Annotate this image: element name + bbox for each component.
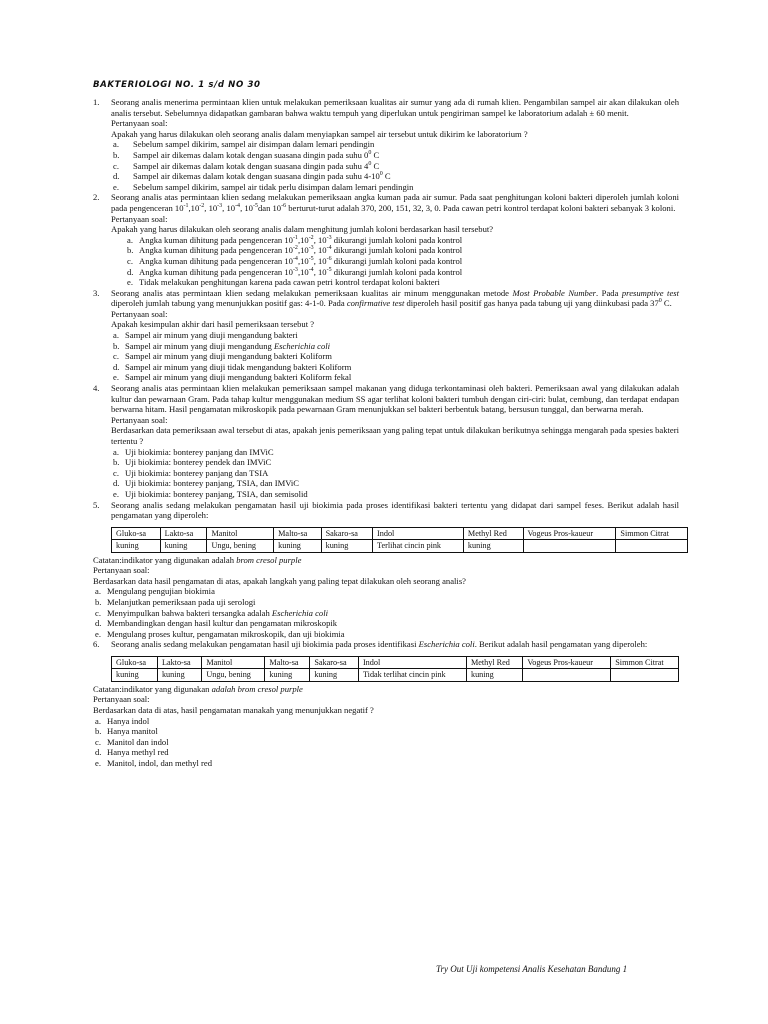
option-b (93, 726, 679, 737)
table-header: Lakto-sa (160, 527, 207, 539)
superscript: 0 (658, 298, 662, 305)
table-cell: Tidak terlihat cincin pink (358, 669, 466, 681)
table-header: Vogeus Pros-kaueur (523, 527, 616, 539)
question-prompt: Apakah yang harus dilakukan oleh seorang analis dalam menyiapkan sampel air tersebut untuk dikirim ke laboratorium ? (111, 128, 528, 139)
option-text: Sebelum sampel dikirim, sampel air tidak perlu disimpan dalam lemari pendingin (133, 181, 414, 192)
option-letter: d. (113, 171, 120, 182)
option-unit: C (382, 171, 391, 182)
text-segment: Angka kuman dihitung pada pengenceran 10 (139, 266, 293, 277)
option-text: Sebelum sampel dikirim, sampel air disimpan dalam lemari pendingin (133, 139, 375, 150)
table-cell: kuning (274, 540, 321, 552)
italic-term: Escherichia coli (271, 607, 328, 618)
text-segment: ,10 (297, 255, 309, 266)
table-cell: kuning (321, 540, 372, 552)
table-header: Methyl Red (466, 656, 522, 668)
text-segment: ,10 (188, 202, 200, 213)
option-text: Sampel air minum yang diuji mengandung bakteri Koliform fekal (125, 372, 352, 383)
text-segment: , 10 (313, 255, 327, 266)
option-b (111, 457, 679, 468)
text-segment: Angka kuman dihitung pada pengenceran 10 (139, 234, 293, 245)
question-text: Seorang analis menerima permintaan klien untuk melakukan pemeriksaan kualitas air sumur yang ada di rumah klien. Pengambilan sampel air akan dilakukan oleh analis tersebut. Sebelumnya didapatkan gambaran bahwa waktu tempuh yang diperlukan untuk pengiriman sampel ke laboratorium adalah ± 60 menit. (111, 97, 679, 118)
table-cell: kuning (463, 540, 523, 552)
option-text: Sampel air dikemas dalam kotak dengan suasana dingin pada suhu 0 (133, 149, 369, 160)
question-prompt: Berdasarkan data hasil pengamatan di atas, apakah langkah yang paling tepat dilakukan oleh seorang analis? (93, 575, 466, 586)
option-a (111, 139, 679, 150)
table-cell: kuning (310, 669, 359, 681)
text-segment: , 10 (313, 234, 327, 245)
text-segment: ,10 (297, 266, 309, 277)
superscript: -6 (281, 203, 287, 210)
option-a (111, 447, 679, 458)
option-text: Sampel air dikemas dalam kotak dengan suasana dingin pada suhu 4 (133, 160, 369, 171)
option-d (111, 478, 679, 489)
question-text: Seorang analis sedang melakukan pengamatan hasil uji biokimia pada proses identifikasi bakteri tertentu yang didapat dari sampel feses. Berikut adalah hasil pengamatan yang diperoleh: (111, 499, 679, 521)
option-e (93, 629, 679, 640)
option-text: Hanya manitol (107, 726, 158, 737)
document-title: BAKTERIOLOGI NO. 1 s/d NO 30 (93, 80, 261, 90)
text-segment: , 10 (313, 245, 327, 256)
superscript: -2 (292, 245, 298, 252)
question-6 (93, 639, 679, 681)
question-prompt-label: Pertanyaan soal: (111, 308, 168, 319)
question-text (111, 639, 679, 650)
text-segment: . Pada (596, 287, 622, 298)
table-cell: kuning (112, 540, 161, 552)
option-letter: e. (113, 181, 119, 192)
question-prompt: Apakah kesimpulan akhir dari hasil pemeriksaan tersebut ? (111, 319, 315, 330)
option-letter: d. (95, 747, 102, 758)
table-header: Simmon Citrat (611, 656, 679, 668)
option-letter: c. (113, 160, 119, 171)
table-header: Sakaro-sa (321, 527, 372, 539)
table-header: Lakto-sa (157, 656, 201, 668)
option-letter: a. (95, 586, 101, 597)
table-header: Malto-sa (265, 656, 310, 668)
text-segment: dikurangi jumlah koloni pada kontrol (331, 266, 463, 277)
superscript: -2 (199, 203, 205, 210)
table-cell: kuning (265, 669, 310, 681)
text-segment: berturut-turut adalah 370, 200, 151, 32, 3, 0. Pada cawan petri kontrol terdapat koloni bakteri sebanyak 3 koloni. (286, 202, 676, 213)
table-cell: Terlihat cincin pink (373, 540, 464, 552)
table-header: Manitol (202, 656, 265, 668)
option-a (93, 586, 679, 597)
table-header: Indol (373, 527, 464, 539)
option-letter: c. (113, 351, 119, 362)
text-segment: ,10 (297, 245, 309, 256)
option-c (111, 468, 679, 479)
option-a (111, 330, 679, 341)
table-cell (523, 669, 611, 681)
table-header: Gluko-sa (112, 527, 161, 539)
option-e (111, 489, 679, 500)
table-cell: kuning (160, 540, 207, 552)
option-b (111, 150, 679, 161)
question-prompt-label: Pertanyaan soal: (111, 213, 168, 224)
superscript: -3 (217, 203, 223, 210)
text-segment: C. (661, 298, 672, 309)
option-letter: e. (95, 757, 101, 768)
table-header: Vogeus Pros-kaueur (523, 656, 611, 668)
question-2 (93, 192, 679, 287)
superscript: -2 (308, 234, 314, 241)
text-segment: , 10 (240, 202, 253, 213)
option-text: Manitol, indol, dan methyl red (107, 757, 213, 768)
question-3 (93, 288, 679, 383)
superscript: -3 (308, 245, 314, 252)
question-prompt: Apakah yang harus dilakukan oleh seorang analis dalam menghitung jumlah koloni berdasarkan hasil tersebut? (111, 224, 494, 235)
option-c (111, 351, 679, 362)
italic-term: presumptive test (621, 287, 679, 298)
option-letter: b. (127, 245, 134, 256)
option-letter: b. (113, 457, 120, 468)
table-row (112, 540, 688, 552)
option-d (125, 267, 679, 278)
question-number: 2. (93, 192, 100, 203)
table-header: Manitol (207, 527, 274, 539)
superscript: -4 (326, 245, 332, 252)
option-d (111, 362, 679, 373)
option-letter: d. (113, 361, 120, 372)
option-e (93, 758, 679, 769)
table-header-row (112, 527, 688, 539)
option-c (93, 737, 679, 748)
option-letter: e. (127, 277, 133, 288)
table-cell (616, 540, 688, 552)
table-cell: Ungu, bening (202, 669, 265, 681)
option-letter: b. (113, 149, 120, 160)
text-segment: dikurangi jumlah koloni pada kontrol (331, 245, 463, 256)
question-number: 3. (93, 287, 100, 298)
option-d (93, 747, 679, 758)
option-letter: c. (95, 607, 101, 618)
question-prompt-label: Pertanyaan soal: (111, 118, 168, 129)
question-1 (93, 97, 679, 192)
question-prompt-label: Pertanyaan soal: (93, 565, 150, 576)
option-c (125, 256, 679, 267)
option-letter: e. (113, 488, 119, 499)
text-segment: Seorang analis atas permintaan klien sedang melakukan pemeriksaan angka kuman pada air sumur. Pada saat penghitungan koloni bakteri diperoleh jumlah koloni pada pengenceran 10 (111, 192, 679, 213)
table-cell: Ungu, bening (207, 540, 274, 552)
table-header: Indol (358, 656, 466, 668)
option-text: Sampel air minum yang diuji mengandung bakteri (125, 330, 298, 341)
table-note (93, 555, 679, 566)
text-segment: Catatan:indikator yang digunakan (93, 683, 212, 694)
option-letter: d. (113, 478, 120, 489)
superscript: -5 (308, 256, 314, 263)
option-letter: b. (95, 726, 102, 737)
option-d (111, 171, 679, 182)
option-text: Uji biokimia: bonterey panjang dan TSIA (125, 467, 269, 478)
option-b (93, 597, 679, 608)
superscript: 0 (368, 160, 372, 167)
option-text: Mengulang pengujian biokimia (107, 586, 215, 597)
italic-term: brom cresol purple (236, 554, 302, 565)
table-cell: kuning (157, 669, 201, 681)
italic-term: Escherichia coli (273, 340, 331, 351)
superscript: -5 (252, 203, 258, 210)
table-note (93, 684, 679, 695)
option-letter: e. (113, 372, 119, 383)
italic-term: confirmative test (346, 298, 405, 309)
option-unit: C (371, 149, 380, 160)
option-e (125, 277, 679, 288)
question-5 (93, 500, 679, 553)
option-a (125, 235, 679, 246)
question-prompt-label: Pertanyaan soal: (93, 694, 150, 705)
question-text: Seorang analis atas permintaan klien melakukan pemeriksaan sampel makanan yang diduga terkontaminasi oleh bakteri. Pemeriksaan awal yang dilakukan adalah kultur dan pewarnaan Gram. Pada tahap kultur menggunakan medium SS agar terlihat koloni bakteri tumbuh dengan ciri-ciri: bulat, cembung, dan terdapat endapan berwarna hitam. Hasil pengamatan mikroskopik pada pewarnaan Gram menunjukkan sel bakteri berbentuk batang, bersusun tunggal, dan berwarna merah. (111, 383, 679, 415)
option-text: Sampel air minum yang diuji mengandung (125, 340, 274, 351)
text-segment: dikurangi jumlah koloni pada kontrol (331, 255, 463, 266)
italic-term: Escherichia coli (418, 639, 475, 650)
superscript: -3 (292, 266, 298, 273)
option-letter: a. (95, 715, 101, 726)
text-segment: , 10 (313, 266, 327, 277)
option-letter: a. (113, 446, 119, 457)
option-text: Uji biokimia: bonterey panjang dan IMViC (125, 446, 274, 457)
question-prompt-label: Pertanyaan soal: (111, 414, 168, 425)
question-number: 6. (93, 639, 100, 650)
text-segment: Seorang analis atas permintaan klien sedang melakukan pemeriksaan kualitas air minum menggunakan metode (111, 287, 513, 298)
option-text: Uji biokimia: bonterey panjang, TSIA, dan semisolid (125, 488, 308, 499)
option-letter: a. (113, 330, 119, 341)
page-footer: Try Out Uji kompetensi Analis Kesehatan Bandung 1 (436, 964, 628, 974)
option-c (111, 161, 679, 172)
text-segment: ,10 (297, 234, 309, 245)
option-letter: a. (113, 139, 119, 150)
table-row (112, 669, 679, 681)
table-header: Simmon Citrat (616, 527, 688, 539)
superscript: -3 (326, 234, 332, 241)
question-text (111, 288, 679, 309)
superscript: 0 (379, 171, 383, 178)
text-segment: dan 10 (257, 202, 282, 213)
table-header-row (112, 656, 679, 668)
table-cell: kuning (112, 669, 158, 681)
superscript: -6 (326, 256, 332, 263)
option-text: Tidak melakukan penghitungan karena pada cawan petri kontrol terdapat koloni bakteri (139, 277, 440, 288)
italic-term: Most Probable Number (512, 287, 597, 298)
question-number: 5. (93, 499, 100, 510)
text-segment: Angka kuman dihitung pada pengenceran 10 (139, 255, 293, 266)
text-segment: , 10 (204, 202, 218, 213)
option-b (125, 245, 679, 256)
superscript: -1 (292, 234, 298, 241)
option-a (93, 716, 679, 727)
option-text: Melanjutkan pemeriksaan pada uji serologi (107, 596, 256, 607)
text-segment: . Berikut adalah hasil pengamatan yang diperoleh: (474, 639, 648, 650)
option-d (93, 618, 679, 629)
option-text: Hanya indol (107, 715, 150, 726)
superscript: 0 (368, 150, 372, 157)
option-letter: c. (113, 467, 119, 478)
text-segment: diperoleh jumlah tabung yang menunjukkan positif gas: 4-1-0. Pada (111, 298, 347, 309)
table-header: Gluko-sa (112, 656, 158, 668)
question-number: 1. (93, 97, 100, 107)
italic-term: adalah brom cresol purple (211, 683, 303, 694)
question-prompt: Berdasarkan data di atas, hasil pengamatan manakah yang menunjukkan negatif ? (93, 704, 374, 715)
option-letter: e. (95, 628, 101, 639)
option-text: Membandingkan dengan hasil kultur dan pengamatan mikroskopik (107, 618, 338, 629)
table-header: Sakaro-sa (310, 656, 359, 668)
option-letter: a. (127, 234, 133, 245)
option-text: Manitol dan indol (107, 736, 169, 747)
text-segment: , 10 (222, 202, 236, 213)
option-e (111, 182, 679, 193)
option-text: Sampel air dikemas dalam kotak dengan suasana dingin pada suhu 4-10 (133, 171, 380, 182)
text-segment: dikurangi jumlah koloni pada kontrol (331, 234, 463, 245)
option-letter: b. (113, 340, 120, 351)
option-unit: C (371, 160, 380, 171)
option-letter: c. (95, 736, 101, 747)
document-content (93, 97, 679, 768)
text-segment: Catatan:indikator yang digunakan adalah (93, 554, 237, 565)
option-text: Uji biokimia: bonterey pendek dan IMViC (125, 457, 272, 468)
table-header: Malto-sa (274, 527, 321, 539)
option-letter: d. (127, 266, 134, 277)
table-header: Methyl Red (463, 527, 523, 539)
superscript: -4 (292, 256, 298, 263)
table-cell (523, 540, 616, 552)
superscript: -1 (183, 203, 189, 210)
text-segment: diperoleh hasil positif gas hanya pada tabung uji yang diinkubasi pada 37 (404, 298, 659, 309)
biochem-table (111, 527, 688, 553)
superscript: -5 (326, 266, 332, 273)
biochem-table (111, 656, 679, 682)
table-cell: kuning (466, 669, 522, 681)
option-text: Menyimpulkan bahwa bakteri tersangka adalah (107, 607, 272, 618)
superscript: -4 (235, 203, 241, 210)
option-text: Sampel air minum yang diuji mengandung bakteri Koliform (125, 351, 332, 362)
question-prompt: Berdasarkan data pemeriksaan awal tersebut di atas, apakah jenis pemeriksaan yang paling tepat untuk dilakukan berikutnya sehingga mengarah pada spesies bakteri tertentu ? (111, 425, 679, 446)
option-c (93, 608, 679, 619)
option-b (111, 341, 679, 352)
option-letter: b. (95, 596, 102, 607)
text-segment: Seorang analis sedang melakukan pengamatan hasil uji biokimia pada proses identifikasi (111, 639, 419, 650)
option-text: Mengulang proses kultur, pengamatan mikroskopik, dan uji biokimia (107, 628, 345, 639)
option-text: Hanya methyl red (107, 747, 169, 758)
table-cell (611, 669, 679, 681)
question-number: 4. (93, 383, 100, 394)
option-e (111, 372, 679, 383)
option-text: Sampel air minum yang diuji tidak mengandung bakteri Koliform (125, 361, 352, 372)
text-segment: Angka kuman dihitung pada pengenceran 10 (139, 245, 293, 256)
option-letter: d. (95, 618, 102, 629)
option-letter: c. (127, 255, 133, 266)
superscript: -4 (308, 266, 314, 273)
question-4 (93, 383, 679, 500)
option-text: Uji biokimia: bonterey panjang, TSIA, dan IMViC (125, 478, 300, 489)
question-text (111, 192, 679, 213)
